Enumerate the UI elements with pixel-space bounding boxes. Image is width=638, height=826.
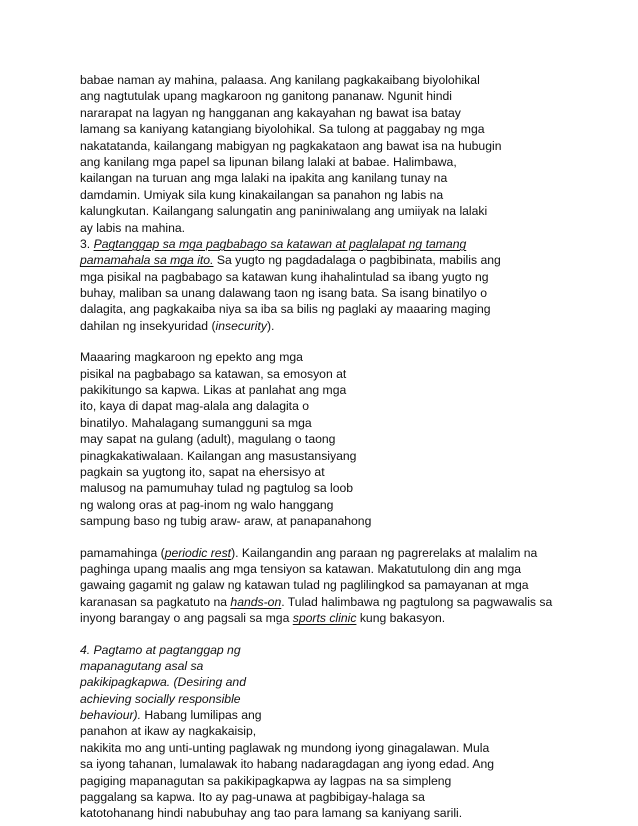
text-segment: ). Kailangandin ang paraan ng pagrerelaks at malalim na — [231, 545, 538, 560]
text-line: nakatatanda, kailangang mabigyan ng pagkakataon ang bawat isa na hubugin — [80, 138, 502, 153]
text-line: mga pisikal na pagbabago sa katawan kung ihahalintulad sa ibang yugto ng — [80, 269, 489, 284]
text-line — [80, 610, 600, 626]
item-3-text: dahilan ng insekyuridad ( — [80, 318, 216, 333]
text-line: binatilyo. Mahalagang sumangguni sa mga — [80, 415, 312, 430]
text-line: pagkain sa yugtong ito, sapat na ehersisyo at — [80, 464, 325, 479]
italic-term: hands-on — [230, 594, 282, 609]
text-line: pinagkakatiwalaan. Kailangan ang masustansiyang — [80, 448, 357, 463]
item-4-heading-line: achieving socially responsible — [80, 691, 241, 706]
text-line: Maaaring magkaroon ng epekto ang mga — [80, 350, 303, 365]
text-line: ang nagtutulak upang magkaroon ng ganitong pananaw. Ngunit hindi — [80, 89, 453, 104]
text-line: sa iyong tahanan, lumalawak ito habang nadaragdagan ang iyong edad. Ang — [80, 757, 495, 772]
item-4-heading-end: behaviour). — [80, 708, 141, 723]
text-line: nararapat na lagyan ng hangganan ang kakayahan ng bawat isa batay — [80, 105, 461, 120]
item-3-number: 3. — [80, 236, 94, 251]
item-3-italic-term: insecurity — [215, 318, 267, 333]
item-3-heading-line — [80, 236, 600, 252]
text-line: paggalang sa kapwa. Ito ay pag-unawa at pagbibigay-halaga sa — [80, 790, 425, 805]
text-line: lamang sa kaniyang katangiang biyolohikal. Sa tulong at paggabay ng mga — [80, 122, 485, 137]
text-line — [80, 707, 600, 723]
text-line: may sapat na gulang (adult), magulang o taong — [80, 432, 336, 447]
paragraph-gap — [80, 627, 600, 642]
item-3-text: Sa yugto ng pagdadalaga o pagbibinata, mabilis ang — [213, 253, 501, 268]
text-segment: . Tulad halimbawa ng pagtulong sa pagwawalis sa — [281, 594, 553, 609]
text-line: damdamin. Umiyak sila kung kinakailangan sa panahon ng labis na — [80, 187, 444, 202]
paragraph-gap — [80, 334, 600, 349]
text-line: pakikitungo sa kapwa. Likas at panlahat ang mga — [80, 383, 347, 398]
text-line: nakikita mo ang unti-unting paglawak ng mundong iyong ginagalawan. Mula — [80, 740, 490, 755]
item-4-heading-line: pakikipagkapwa. (Desiring and — [80, 675, 246, 690]
document-body — [80, 72, 600, 822]
text-line: buhay, maliban sa unang dalawang taon ng isang bata. Sa isang binatilyo o — [80, 286, 487, 301]
text-segment: karanasan sa pagkatuto na — [80, 594, 231, 609]
item-3-text: ). — [267, 318, 275, 333]
paragraph-item-4 — [80, 642, 600, 822]
text-line: paghinga upang maalis ang mga tensiyon sa katawan. Makatutulong din ang mga — [80, 561, 522, 576]
text-segment: inyong barangay o ang pagsali sa mga — [80, 611, 293, 626]
text-line: ito, kaya di dapat mag-alala ang dalagita o — [80, 399, 310, 414]
text-line: kailangan na turuan ang mga lalaki na ipakita ang kanilang tunay na — [80, 171, 448, 186]
paragraph-gender-roles — [80, 72, 600, 236]
text-line: ay labis na mahina. — [80, 220, 186, 235]
paragraph-rest — [80, 545, 600, 627]
text-line: dalagita, ang pagkakaiba niya sa iba sa bilis ng paglaki ay maaaring maging — [80, 302, 491, 317]
text-line: babae naman ay mahina, palaasa. Ang kanilang pagkakaibang biyolohikal — [80, 73, 480, 87]
text-line — [80, 252, 600, 268]
item-4-heading-line: mapanagutang asal sa — [80, 658, 204, 673]
italic-term: sports clinic — [292, 611, 357, 626]
text-line: ang kanilang mga papel sa lipunan bilang lalaki at babae. Halimbawa, — [80, 154, 457, 169]
text-line: malusog na pamumuhay tulad ng pagtulog sa loob — [80, 481, 354, 496]
text-segment: pamamahinga ( — [80, 545, 165, 560]
paragraph-gap — [80, 530, 600, 545]
text-line — [80, 594, 600, 610]
text-line: kalungkutan. Kailangang salungatin ang paniniwalang ang umiiyak na lalaki — [80, 204, 488, 219]
text-line — [80, 318, 600, 334]
text-line — [80, 545, 600, 561]
paragraph-item-3 — [80, 236, 600, 334]
text-line: panahon at ikaw ay nagkakaisip, — [80, 724, 257, 739]
text-line: ng walong oras at pag-inom ng walo hanggang — [80, 497, 334, 512]
item-3-heading-part2: pamamahala sa mga ito. — [80, 253, 214, 268]
text-segment: kung bakasyon. — [356, 611, 446, 626]
text-line: pisikal na pagbabago sa katawan, sa emosyon at — [80, 366, 347, 381]
text-line: pagiging mapanagutan sa pakikipagkapwa ay lagpas na sa simpleng — [80, 773, 452, 788]
text-line: gawaing gagamit ng galaw ng katawan tulad ng paglilingkod sa pamayanan at mga — [80, 578, 529, 593]
text-segment: Habang lumilipas ang — [140, 708, 262, 723]
italic-term: periodic rest — [164, 545, 232, 560]
item-3-heading-part1: Pagtanggap sa mga pagbabago sa katawan at paglalapat ng tamang — [93, 236, 467, 251]
paragraph-effects — [80, 349, 600, 529]
text-line: katotohanang hindi nabubuhay ang tao para lamang sa kaniyang sarili. — [80, 806, 463, 821]
item-4-heading-line: 4. Pagtamo at pagtanggap ng — [80, 642, 241, 657]
text-line: sampung baso ng tubig araw- araw, at panapanahong — [80, 514, 372, 529]
